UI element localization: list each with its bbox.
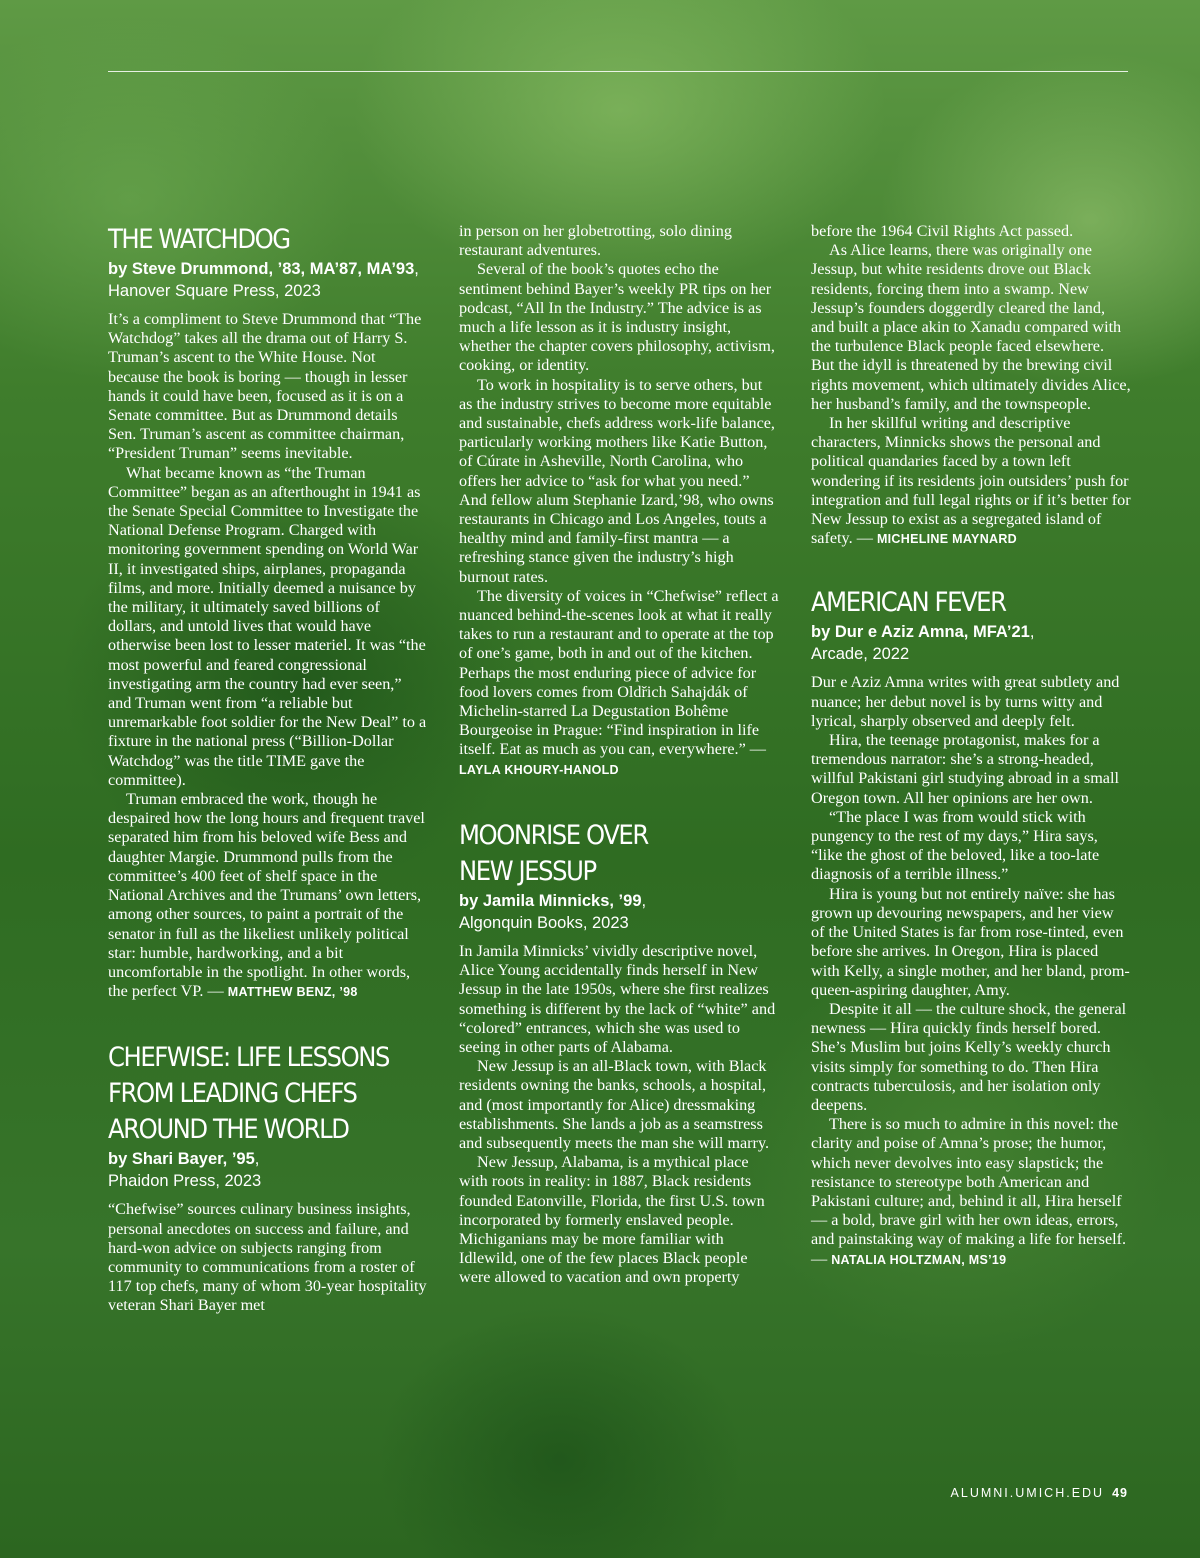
- paragraph: There is so much to admire in this novel: the clarity and poise of Amna’s prose; the humor, which never devolves into easy slapstick; the resistance to stereotype both American and Pakistani culture; and, behind it all, Hira herself — a bold, brave girl with her own ideas, errors, and painstaking way of making a life for herself. — NATALIA HOLTZMAN, MS’19: [811, 1115, 1127, 1268]
- paragraph: The diversity of voices in “Chefwise” reflect a nuanced behind-the-scenes look at what it really takes to run a restaurant and to operate at the top of one’s game, both in and out of the kitchen. Perhaps the most enduring piece of advice for food lovers comes from Oldřich Sahajdák of Michelin-starred La Degustation Bohême Bourgeoise in Prague: “Find inspiration in life itself. Eat as much as you can, everywhere.” — LAYLA KHOURY-HANOLD: [459, 586, 779, 777]
- paragraph: Truman embraced the work, though he despaired how the long hours and frequent travel separated him from his beloved wife Bess and daughter Margie. Drummond pulls from the committee’s 400 feet of shelf space in the National Archives and the Trumans’ own letters, among other sources, to paint a portrait of the senator in full as the likeliest unlikely political star: humble, hardworking, and a bit uncomfortable in the spotlight. In other words, the perfect VP. — MATTHEW BENZ, ’98: [108, 790, 425, 1001]
- paragraph: New Jessup, Alabama, is a mythical place with roots in reality: in 1887, Black residents founded Eatonville, Florida, the first U.S. town incorporated by formerly enslaved people. Michiganians may be more familiar with Idlewild, one of the few places Black people were allowed to vacation and own property: [459, 1153, 765, 1287]
- paragraph: “Chefwise” sources culinary business insights, personal anecdotes on success and failure, and hard-won advice on subjects ranging from community to communications from a roster of 117 top chefs, many of whom 30-year hospitality veteran Shari Bayer met: [108, 1200, 427, 1315]
- column-3: [811, 222, 1131, 1270]
- page-footer: [951, 1486, 1128, 1500]
- reviewer-credit: NATALIA HOLTZMAN, MS’19: [831, 1252, 1007, 1267]
- byline-moonrise: by Jamila Minnicks, ’99, Algonquin Books, 2023: [459, 891, 647, 932]
- review-body-moonrise-continued: [811, 222, 1131, 549]
- paragraph: In her skillful writing and descriptive characters, Minnicks shows the personal and political quandaries faced by a town left wondering if its residents join outsiders’ push for integration and full legal rights or if it’s better for New Jessup to exist as a segregated island of safety. — MICHELINE MAYNARD: [811, 414, 1131, 548]
- byline-american-fever: by Dur e Aziz Amna, MFA’21, Arcade, 2022: [811, 623, 1035, 664]
- review-body-american-fever: [811, 673, 1131, 1269]
- paragraph: Despite it all — the culture shock, the general newness — Hira quickly finds herself bored. She’s Muslim but joins Kelly’s weekly church visits simply for something to do. Then Hira contracts tuberculosis, and her isolation only deepens.: [811, 999, 1127, 1114]
- paragraph: before the 1964 Civil Rights Act passed.: [811, 222, 1074, 240]
- byline-chefwise: by Shari Bayer, ’95, Phaidon Press, 2023: [108, 1150, 262, 1191]
- paragraph: Several of the book’s quotes echo the sentiment behind Bayer’s weekly PR tips on her podcast, “All In the Industry.” The advice is as much a life lesson as it is industry insight, whether the chapter covers philosophy, activism, cooking, or identity.: [459, 260, 775, 375]
- reviewer-credit: MICHELINE MAYNARD: [876, 532, 1017, 547]
- site-url[interactable]: ALUMNI.UMICH.EDU: [950, 1486, 1105, 1500]
- paragraph: in person on her globetrotting, solo dining restaurant adventures.: [459, 222, 732, 260]
- review-body-chefwise: [108, 1200, 428, 1315]
- paragraph: As Alice learns, there was originally one Jessup, but white residents drove out Black residents, forcing them into a swamp. New Jessup’s founders doggerdly cleared the land, and built a place akin to Xanadu compared with the turbulence Black people faced elsewhere. But the idyll is threatened by the brewing civil rights movement, which ultimately divides Alice, her husband’s family, and the townspeople.: [811, 241, 1131, 413]
- paragraph: Dur e Aziz Amna writes with great subtlety and nuance; her debut novel is by turns witty and lyrical, sharply observed and deeply felt.: [811, 673, 1120, 730]
- review-title-american-fever: AMERICAN FEVER: [811, 587, 1006, 619]
- review-title-chefwise: CHEFWISE: LIFE LESSONS FROM LEADING CHEFS AROUND THE WORLD: [108, 1042, 390, 1146]
- column-2: [459, 222, 779, 1288]
- top-rule: [108, 71, 1128, 72]
- review-body-watchdog: [108, 310, 428, 1002]
- reviewer-credit: LAYLA KHOURY-HANOLD: [459, 762, 619, 777]
- paragraph: It’s a compliment to Steve Drummond that “The Watchdog” takes all the drama out of Harry S. Truman’s ascent to the White House. Not because the book is boring — though in lesser hands it could have been, focused as it is on a Senate committee. But as Drummond details Sen. Truman’s ascent as committee chairman, “President Truman” seems inevitable.: [108, 310, 422, 463]
- spacer: [459, 780, 779, 818]
- column-1: [108, 222, 428, 1316]
- byline-watchdog: by Steve Drummond, ’83, MA’87, MA’93, Hanover Square Press, 2023: [108, 260, 419, 300]
- paragraph: In Jamila Minnicks’ vividly descriptive novel, Alice Young accidentally finds herself in New Jessup in the late 1950s, where she first realizes something is different by the lack of “white” and “colored” entrances, which she was used to seeing in other parts of Alabama.: [459, 941, 776, 1056]
- paragraph: Hira, the teenage protagonist, makes for a tremendous narrator: she’s a strong-headed, willful Pakistani girl studying abroad in a small Oregon town. All her opinions are her own.: [811, 731, 1119, 807]
- page-number: 49: [1112, 1486, 1128, 1500]
- paragraph: To work in hospitality is to serve others, but as the industry strives to become more equitable and sustainable, chefs address work-life balance, particularly working mothers like Katie Button, of Cúrate in Asheville, North Carolina, who offers her advice to “ask for what you need.” And fellow alum Stephanie Izard,’98, who owns restaurants in Chicago and Los Angeles, touts a healthy mind and family-first mantra — a refreshing stance given the industry’s high burnout rates.: [459, 375, 775, 586]
- paragraph: “The place I was from would stick with pungency to the rest of my days,” Hira says, “like the ghost of the beloved, like a too-late diagnosis of a terrible illness.”: [811, 807, 1100, 884]
- paragraph: What became known as “the Truman Committee” began as an afterthought in 1941 as the Senate Special Committee to Investigate the National Defense Program. Charged with monitoring government spending on World War II, it investigated ships, airplanes, propaganda films, and more. Initially deemed a nuisance by the military, it ultimately saved billions of dollars, and untold lives that would have otherwise been lost to lesser materiel. It was “the most powerful and feared congressional investigating arm the country had ever seen,” and Truman went from “a reliable but unremarkable foot soldier for the New Deal” to a fixture in the national press (“Billion-Dollar Watchdog” was the title TIME gave the committee).: [108, 463, 427, 789]
- paragraph: Hira is young but not entirely naïve: she has grown up devouring newspapers, and her view of the United States is far from rose-tinted, even before she arrives. In Oregon, Hira is placed with Kelly, a single mother, and her bland, prom-queen-aspiring daughter, Amy.: [811, 884, 1130, 999]
- review-body-chefwise-continued: [459, 222, 779, 780]
- paragraph: New Jessup is an all-Black town, with Black residents owning the banks, schools, a hospital, and (most importantly for Alice) dressmaking establishments. She lands a job as a seamstress and subsequently meets the man she will marry.: [459, 1057, 770, 1152]
- review-title-watchdog: THE WATCHDOG: [108, 224, 290, 255]
- spacer: [108, 1002, 428, 1040]
- reviewer-credit: MATTHEW BENZ, ’98: [227, 985, 358, 1000]
- spacer: [811, 549, 1131, 585]
- review-title-moonrise: MOONRISE OVER NEW JESSUP: [459, 819, 648, 887]
- review-body-moonrise: [459, 942, 779, 1288]
